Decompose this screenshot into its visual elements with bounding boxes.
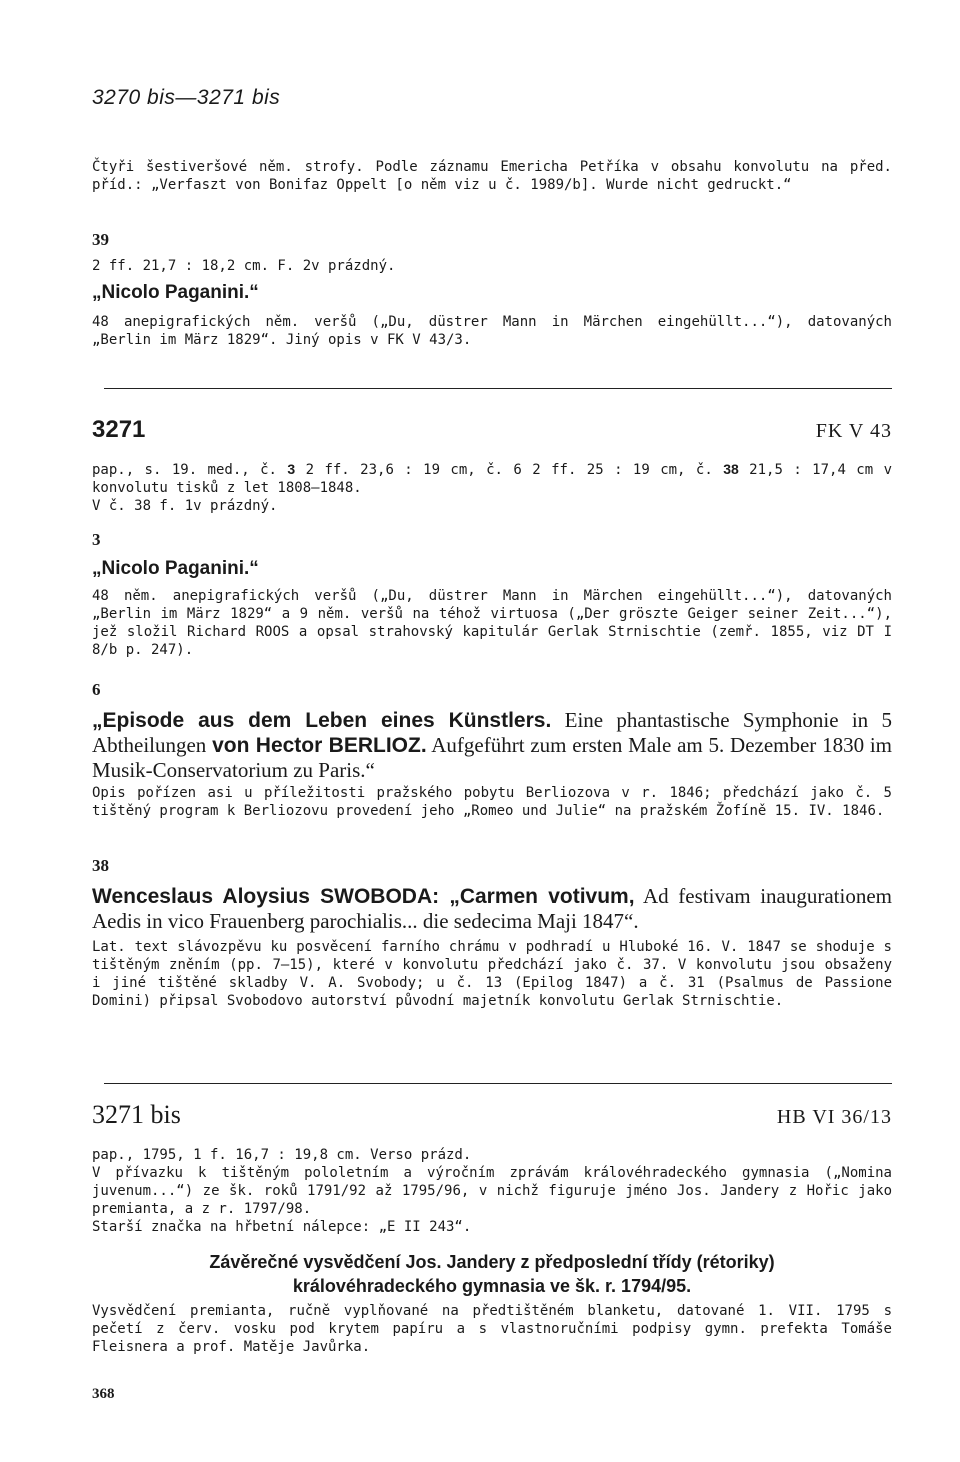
entry-3271bis-signature: HB VI 36/13 bbox=[776, 1106, 892, 1128]
entry-3271-description-2: V č. 38 f. 1v prázdný. bbox=[92, 498, 278, 514]
entry-3271-number: 3271 bbox=[92, 416, 146, 443]
section-rule bbox=[104, 1083, 892, 1084]
item-38-title bbox=[92, 884, 892, 933]
entry-3271bis-heading bbox=[92, 1100, 892, 1130]
entry-3271bis-final-text: Vysvědčení premianta, ručně vyplňované na předtištěném blanketu, datované 1. VII. 1795 s pečetí z červ. vosku pod krytem papíru a s vlastnoručními podpisy gymn. prefekta Tomáše Fleisnera a prof. Matěje Javůrka. bbox=[92, 1303, 892, 1355]
item-6-title-part: Eine phantastische Symphonie in 5 Abtheilungen bbox=[92, 708, 892, 757]
desc-number-bold: 38 bbox=[723, 461, 739, 477]
item-6-title-part: Aufgeführt zum ersten Male am 5. Dezember 1830 im Musik-Conservatorium zu Paris.“ bbox=[92, 733, 893, 782]
section-rule bbox=[104, 388, 892, 389]
item-6-author-bold: von Hector BERLIOZ. bbox=[212, 734, 427, 757]
item-6-number: 6 bbox=[92, 680, 101, 699]
desc-part: pap., s. 19. med., č. bbox=[92, 462, 288, 478]
entry-3271bis-title-line-1: Závěrečné vysvědčení Jos. Jandery z předposlední třídy (rétoriky) bbox=[209, 1252, 775, 1272]
item-38-title-part: Ad festivam inaugurationem Aedis in vico Frauenberg parochialis... die sedecima Maji 1847“. bbox=[92, 884, 892, 933]
desc-number-bold: 3 bbox=[287, 461, 296, 477]
intro-paragraph: Čtyři šestiveršové něm. strofy. Podle záznamu Emericha Petříka v obsahu konvolutu na před. příd.: „Verfaszt von Bonifaz Oppelt [o něm viz u č. 1989/b]. Wurde nicht gedruckt.“ bbox=[92, 159, 892, 193]
item-39-description: 2 ff. 21,7 : 18,2 cm. F. 2v prázdný. bbox=[92, 258, 396, 274]
item-38-text: Lat. text slávozpěvu ku posvěcení farního chrámu v podhradí u Hluboké 16. V. 1847 se shoduje s tištěným zněním (pp. 7—15), které v konvolutu předchází jako č. 37. V konvolutu jsou obsaženy i jiné tištěné skladby V. A. Svobody; u č. 13 (Epilog 1847) a č. 31 (Psalmus de Passione Domini) připsal Svobodovo autorství původní majetník konvolutu Gerlak Strnischtie. bbox=[92, 939, 892, 1009]
page-number: 368 bbox=[92, 1386, 115, 1402]
entry-3271bis-older-mark: Starší značka na hřbetní nálepce: „E II 243“. bbox=[92, 1219, 472, 1235]
running-head: 3270 bis—3271 bis bbox=[92, 86, 281, 109]
item-3-number: 3 bbox=[92, 530, 101, 549]
item-6-text: Opis pořízen asi u příležitosti pražského pobytu Berliozova v r. 1846; předchází jako č. 5 tištěný program k Berliozovu provedení jeho „Romeo und Julie“ na pražském Žofíně 15. IV. 1846. bbox=[92, 785, 892, 819]
item-3-title: „Nicolo Paganini.“ bbox=[92, 558, 259, 579]
item-39-text: 48 anepigrafických něm. veršů („Du, düstrer Mann in Märchen eingehüllt...“), datovaných „Berlin im März 1829“. Jiný opis v FK V 43/3. bbox=[92, 314, 892, 348]
item-38-number: 38 bbox=[92, 856, 109, 875]
desc-part: 21,5 : 17,4 cm v konvolutu tisků z let 1808—1848. bbox=[92, 462, 893, 496]
entry-3271-signature: FK V 43 bbox=[815, 420, 892, 442]
item-6-title-bold: „Episode aus dem Leben eines Künstlers. bbox=[92, 709, 552, 732]
desc-part: 2 ff. 23,6 : 19 cm, č. 6 2 ff. 25 : 19 cm, č. bbox=[295, 462, 724, 478]
entry-3271bis-number: 3271 bis bbox=[92, 1100, 181, 1129]
entry-3271bis-title-line-2: královéhradeckého gymnasia ve šk. r. 1794/95. bbox=[292, 1276, 692, 1296]
entry-3271bis-text: V přívazku k tištěným pololetním a výročním zprávám královéhradeckého gymnasia („Nomina juvenum...“) ze šk. roků 1791/92 až 1795/96, v nichž figuruje jméno Jos. Jandery z Hořic jako premianta, a z r. 1797/98. bbox=[92, 1165, 892, 1217]
item-3-text: 48 něm. anepigrafických veršů („Du, düstrer Mann in Märchen eingehüllt...“), datovaných „Berlin im März 1829“ a 9 něm. veršů na téhož virtuosa („Der gröszte Geiger seiner Zeit...“), jež složil Richard ROOS a opsal strahovský kapitulár Gerlak Strnischtie (zemř. 1855, viz DT I 8/b p. 247). bbox=[92, 588, 892, 658]
entry-3271-heading bbox=[92, 416, 892, 444]
item-38-title-bold: Wenceslaus Aloysius SWOBODA: „Carmen votivum, bbox=[92, 885, 635, 908]
item-6-title bbox=[92, 708, 892, 782]
item-39-title: „Nicolo Paganini.“ bbox=[92, 282, 259, 303]
item-39-number: 39 bbox=[92, 230, 109, 249]
entry-3271bis-description: pap., 1795, 1 f. 16,7 : 19,8 cm. Verso prázd. bbox=[92, 1147, 472, 1163]
entry-3271-description bbox=[92, 460, 892, 497]
